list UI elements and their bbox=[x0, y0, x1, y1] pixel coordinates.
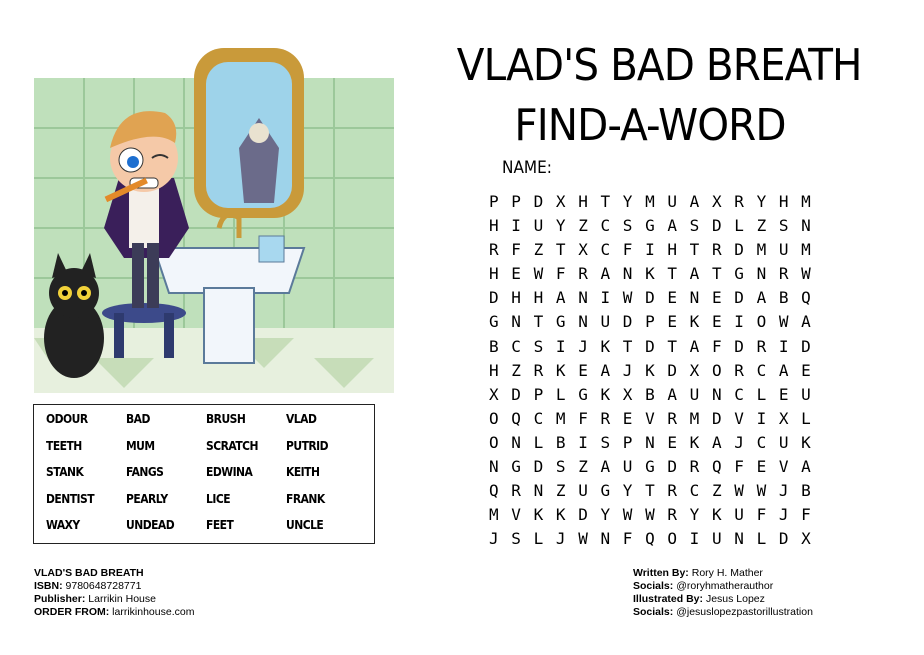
grid-letter[interactable]: O bbox=[489, 432, 499, 452]
grid-letter[interactable]: R bbox=[711, 240, 722, 260]
grid-letter[interactable]: Z bbox=[578, 457, 588, 477]
list-item: TEETH bbox=[46, 437, 82, 453]
grid-letter[interactable]: T bbox=[667, 336, 678, 356]
grid-letter[interactable]: M bbox=[801, 240, 811, 260]
grid-letter[interactable]: X bbox=[778, 408, 789, 428]
list-item: ODOUR bbox=[46, 411, 88, 426]
grid-letter[interactable]: B bbox=[645, 384, 655, 404]
author-name: Rory H. Mather bbox=[691, 567, 763, 579]
grid-letter[interactable]: R bbox=[511, 481, 521, 501]
grid-letter[interactable]: U bbox=[711, 529, 722, 549]
grid-letter[interactable]: T bbox=[711, 264, 722, 284]
grid-letter[interactable]: H bbox=[778, 192, 789, 211]
grid-letter[interactable]: Q bbox=[489, 481, 499, 501]
grid-letter[interactable]: D bbox=[778, 529, 789, 549]
grid-row bbox=[489, 238, 823, 262]
grid-letter[interactable]: S bbox=[778, 216, 789, 236]
grid-letter[interactable]: A bbox=[756, 288, 767, 308]
order-label: ORDER FROM: bbox=[34, 606, 110, 618]
grid-letter[interactable]: S bbox=[511, 529, 521, 549]
grid-letter[interactable]: U bbox=[778, 432, 789, 452]
grid-letter[interactable]: L bbox=[756, 384, 767, 404]
word-list-box bbox=[33, 404, 375, 544]
grid-letter[interactable]: E bbox=[778, 384, 789, 404]
grid-letter[interactable]: F bbox=[734, 457, 744, 477]
grid-letter[interactable]: A bbox=[667, 216, 678, 236]
credits bbox=[633, 567, 813, 619]
grid-letter[interactable]: J bbox=[622, 360, 633, 380]
grid-letter[interactable]: O bbox=[667, 529, 678, 549]
grid-letter[interactable]: B bbox=[778, 288, 789, 308]
grid-letter[interactable]: Q bbox=[645, 529, 655, 549]
grid-letter[interactable]: K bbox=[711, 505, 722, 525]
grid-letter[interactable]: K bbox=[555, 505, 566, 525]
grid-letter[interactable]: R bbox=[734, 360, 744, 380]
list-item: DENTIST bbox=[46, 490, 95, 506]
grid-letter[interactable]: F bbox=[711, 336, 722, 356]
grid-letter[interactable]: F bbox=[756, 505, 767, 525]
list-item: BRUSH bbox=[206, 411, 246, 426]
list-item: FEET bbox=[206, 517, 234, 532]
grid-letter[interactable]: R bbox=[756, 336, 767, 356]
grid-letter[interactable]: L bbox=[555, 384, 566, 404]
grid-letter[interactable]: D bbox=[667, 360, 678, 380]
grid-letter[interactable]: N bbox=[533, 481, 544, 501]
grid-letter[interactable]: R bbox=[667, 505, 678, 525]
grid-letter[interactable]: A bbox=[711, 432, 722, 452]
grid-letter[interactable]: E bbox=[756, 457, 767, 477]
grid-letter[interactable]: C bbox=[689, 481, 700, 501]
socials-label: Socials: bbox=[633, 580, 674, 592]
list-item: FANGS bbox=[126, 464, 164, 479]
socials-label: Socials: bbox=[633, 606, 674, 618]
grid-letter[interactable]: Y bbox=[622, 481, 633, 501]
grid-letter[interactable]: C bbox=[756, 432, 767, 452]
grid-letter[interactable]: E bbox=[801, 360, 811, 380]
grid-letter[interactable]: X bbox=[489, 384, 499, 404]
grid-letter[interactable]: F bbox=[622, 240, 633, 260]
grid-letter[interactable]: V bbox=[645, 408, 655, 428]
grid-letter[interactable]: Y bbox=[622, 192, 633, 211]
grid-letter[interactable]: Q bbox=[511, 408, 521, 428]
grid-row bbox=[489, 262, 823, 286]
grid-letter[interactable]: K bbox=[600, 336, 611, 356]
grid-letter[interactable]: M bbox=[801, 192, 811, 211]
grid-letter[interactable]: D bbox=[734, 240, 744, 260]
grid-row bbox=[489, 527, 823, 551]
grid-letter[interactable]: K bbox=[600, 384, 611, 404]
grid-letter[interactable]: A bbox=[778, 360, 789, 380]
illustrator-name: Jesus Lopez bbox=[705, 593, 765, 605]
grid-letter[interactable]: W bbox=[778, 312, 789, 332]
grid-letter[interactable]: H bbox=[578, 192, 588, 211]
grid-letter[interactable]: K bbox=[689, 432, 700, 452]
grid-letter[interactable]: G bbox=[511, 457, 521, 477]
list-item: STANK bbox=[46, 464, 84, 479]
grid-letter[interactable]: K bbox=[555, 360, 566, 380]
grid-letter[interactable]: N bbox=[489, 457, 499, 477]
grid-letter[interactable]: R bbox=[600, 408, 611, 428]
list-item: MUM bbox=[126, 437, 155, 453]
grid-letter[interactable]: W bbox=[734, 481, 744, 501]
grid-letter[interactable]: J bbox=[555, 529, 566, 549]
grid-letter[interactable]: N bbox=[645, 432, 655, 452]
grid-letter[interactable]: N bbox=[600, 529, 611, 549]
grid-letter[interactable]: F bbox=[578, 408, 588, 428]
grid-letter[interactable]: S bbox=[689, 216, 700, 236]
grid-letter[interactable]: C bbox=[734, 384, 744, 404]
grid-row bbox=[489, 214, 823, 238]
grid-letter[interactable]: A bbox=[689, 192, 700, 211]
isbn-label: ISBN: bbox=[34, 580, 63, 592]
grid-letter[interactable]: G bbox=[645, 457, 655, 477]
grid-letter[interactable]: W bbox=[622, 288, 633, 308]
grid-letter[interactable]: N bbox=[734, 529, 744, 549]
grid-letter[interactable]: L bbox=[533, 529, 544, 549]
list-item: BAD bbox=[126, 411, 150, 426]
grid-letter[interactable]: D bbox=[645, 336, 655, 356]
grid-row bbox=[489, 407, 823, 431]
grid-letter[interactable]: U bbox=[734, 505, 744, 525]
grid-letter[interactable]: H bbox=[489, 360, 499, 380]
grid-letter[interactable]: G bbox=[555, 312, 566, 332]
grid-letter[interactable]: X bbox=[622, 384, 633, 404]
grid-letter[interactable]: R bbox=[533, 360, 544, 380]
grid-letter[interactable]: Y bbox=[756, 192, 767, 211]
list-item: LICE bbox=[206, 490, 231, 506]
grid-letter[interactable]: G bbox=[600, 481, 611, 501]
grid-letter[interactable]: T bbox=[555, 240, 566, 260]
grid-letter[interactable]: J bbox=[778, 481, 789, 501]
grid-row bbox=[489, 431, 823, 455]
grid-letter[interactable]: G bbox=[734, 264, 744, 284]
grid-letter[interactable]: V bbox=[778, 457, 789, 477]
grid-letter[interactable]: L bbox=[734, 216, 744, 236]
grid-letter[interactable]: N bbox=[511, 312, 521, 332]
grid-letter[interactable]: K bbox=[689, 312, 700, 332]
grid-letter[interactable]: D bbox=[734, 288, 744, 308]
grid-letter[interactable]: P bbox=[533, 384, 544, 404]
grid-letter[interactable]: M bbox=[689, 408, 700, 428]
grid-letter[interactable]: U bbox=[578, 481, 588, 501]
grid-letter[interactable]: H bbox=[533, 288, 544, 308]
grid-letter[interactable]: D bbox=[734, 336, 744, 356]
grid-letter[interactable]: G bbox=[645, 216, 655, 236]
grid-letter[interactable]: X bbox=[555, 192, 566, 211]
grid-letter[interactable]: D bbox=[578, 505, 588, 525]
grid-letter[interactable]: M bbox=[555, 408, 566, 428]
grid-letter[interactable]: T bbox=[645, 481, 655, 501]
grid-letter[interactable]: D bbox=[533, 457, 544, 477]
grid-letter[interactable]: R bbox=[667, 408, 678, 428]
grid-letter[interactable]: J bbox=[489, 529, 499, 549]
grid-letter[interactable]: I bbox=[511, 216, 521, 236]
grid-letter[interactable]: Z bbox=[578, 216, 588, 236]
grid-letter[interactable]: O bbox=[756, 312, 767, 332]
grid-letter[interactable]: X bbox=[578, 240, 588, 260]
grid-letter[interactable]: R bbox=[734, 192, 744, 211]
grid-letter[interactable]: S bbox=[622, 216, 633, 236]
grid-letter[interactable]: C bbox=[600, 216, 611, 236]
grid-letter[interactable]: N bbox=[801, 216, 811, 236]
grid-letter[interactable]: J bbox=[578, 336, 588, 356]
grid-letter[interactable]: I bbox=[555, 336, 566, 356]
grid-letter[interactable]: L bbox=[801, 408, 811, 428]
grid-letter[interactable]: Z bbox=[711, 481, 722, 501]
grid-letter[interactable]: D bbox=[622, 312, 633, 332]
grid-letter[interactable]: D bbox=[489, 288, 499, 308]
grid-letter[interactable]: D bbox=[711, 216, 722, 236]
grid-row bbox=[489, 359, 823, 383]
grid-row bbox=[489, 286, 823, 310]
grid-letter[interactable]: A bbox=[600, 264, 611, 284]
page-title: VLAD'S BAD BREATH bbox=[456, 40, 862, 91]
grid-letter[interactable]: A bbox=[689, 336, 700, 356]
list-item: SCRATCH bbox=[206, 437, 259, 453]
list-item: VLAD bbox=[286, 411, 317, 426]
vlad-bathroom-illustration bbox=[34, 38, 394, 393]
grid-letter[interactable]: U bbox=[778, 240, 789, 260]
grid-letter[interactable]: C bbox=[533, 408, 544, 428]
grid-letter[interactable]: C bbox=[756, 360, 767, 380]
grid-letter[interactable]: V bbox=[734, 408, 744, 428]
grid-letter[interactable]: A bbox=[555, 288, 566, 308]
grid-letter[interactable]: K bbox=[533, 505, 544, 525]
grid-letter[interactable]: W bbox=[533, 264, 544, 284]
grid-letter[interactable]: M bbox=[756, 240, 767, 260]
grid-letter[interactable]: O bbox=[489, 408, 499, 428]
grid-letter[interactable]: I bbox=[578, 432, 588, 452]
grid-letter[interactable]: D bbox=[645, 288, 655, 308]
grid-letter[interactable]: I bbox=[600, 288, 611, 308]
grid-letter[interactable]: C bbox=[511, 336, 521, 356]
isbn-value: 9780648728771 bbox=[65, 580, 142, 592]
grid-letter[interactable]: L bbox=[533, 432, 544, 452]
publisher-label: Publisher: bbox=[34, 593, 86, 605]
grid-letter[interactable]: I bbox=[734, 312, 744, 332]
grid-letter[interactable]: D bbox=[667, 457, 678, 477]
grid-letter[interactable]: W bbox=[645, 505, 655, 525]
name-label: NAME: bbox=[502, 158, 552, 178]
grid-letter[interactable]: E bbox=[667, 312, 678, 332]
grid-letter[interactable]: P bbox=[622, 432, 633, 452]
publisher-value: Larrikin House bbox=[88, 593, 156, 605]
grid-row bbox=[489, 503, 823, 527]
grid-letter[interactable]: B bbox=[555, 432, 566, 452]
grid-letter[interactable]: X bbox=[801, 529, 811, 549]
word-list bbox=[34, 405, 374, 544]
grid-letter[interactable]: T bbox=[667, 264, 678, 284]
grid-letter[interactable]: H bbox=[511, 288, 521, 308]
list-item: UNDEAD bbox=[126, 517, 175, 532]
grid-letter[interactable]: K bbox=[801, 432, 811, 452]
grid-row bbox=[489, 190, 823, 214]
grid-letter[interactable]: X bbox=[689, 360, 700, 380]
order-link[interactable]: larrikinhouse.com bbox=[112, 606, 195, 618]
grid-letter[interactable]: Y bbox=[555, 216, 566, 236]
grid-letter[interactable]: L bbox=[756, 529, 767, 549]
grid-row bbox=[489, 383, 823, 407]
list-item: KEITH bbox=[286, 464, 320, 479]
grid-letter[interactable]: D bbox=[711, 408, 722, 428]
grid-letter[interactable]: M bbox=[489, 505, 499, 525]
grid-letter[interactable]: H bbox=[489, 264, 499, 284]
mirror bbox=[194, 48, 304, 218]
grid-letter[interactable]: R bbox=[667, 481, 678, 501]
grid-letter[interactable]: G bbox=[489, 312, 499, 332]
grid-letter[interactable]: W bbox=[578, 529, 588, 549]
grid-letter[interactable]: G bbox=[578, 384, 588, 404]
grid-letter[interactable]: R bbox=[778, 264, 789, 284]
grid-letter[interactable]: D bbox=[533, 192, 544, 211]
grid-letter[interactable]: E bbox=[622, 408, 633, 428]
grid-letter[interactable]: E bbox=[711, 312, 722, 332]
grid-letter[interactable]: U bbox=[801, 384, 811, 404]
grid-letter[interactable]: J bbox=[734, 432, 744, 452]
grid-letter[interactable]: N bbox=[511, 432, 521, 452]
grid-letter[interactable]: W bbox=[801, 264, 811, 284]
grid-row bbox=[489, 479, 823, 503]
grid-letter[interactable]: R bbox=[578, 264, 588, 284]
grid-letter[interactable]: W bbox=[622, 505, 633, 525]
grid-letter[interactable]: C bbox=[600, 240, 611, 260]
grid-letter[interactable]: N bbox=[711, 384, 722, 404]
grid-letter[interactable]: K bbox=[645, 264, 655, 284]
grid-letter[interactable]: U bbox=[667, 192, 678, 211]
grid-letter[interactable]: E bbox=[667, 288, 678, 308]
grid-letter[interactable]: E bbox=[667, 432, 678, 452]
grid-letter[interactable]: I bbox=[756, 408, 767, 428]
list-item: EDWINA bbox=[206, 464, 253, 479]
grid-letter[interactable]: I bbox=[778, 336, 789, 356]
list-item: UNCLE bbox=[286, 517, 324, 532]
grid-letter[interactable]: S bbox=[533, 336, 544, 356]
grid-letter[interactable]: S bbox=[555, 457, 566, 477]
author-socials: @roryhmatherauthor bbox=[676, 580, 774, 592]
grid-letter[interactable]: Q bbox=[801, 288, 811, 308]
grid-letter[interactable]: E bbox=[711, 288, 722, 308]
grid-letter[interactable]: X bbox=[711, 192, 722, 211]
list-item: FRANK bbox=[286, 490, 325, 506]
grid-letter[interactable]: N bbox=[578, 288, 588, 308]
grid-letter[interactable]: T bbox=[533, 312, 544, 332]
grid-letter[interactable]: S bbox=[600, 432, 611, 452]
grid-letter[interactable]: T bbox=[600, 192, 611, 211]
book-title: VLAD'S BAD BREATH bbox=[34, 567, 144, 579]
grid-letter[interactable]: P bbox=[489, 192, 499, 211]
grid-letter[interactable]: N bbox=[689, 288, 700, 308]
written-label: Written By: bbox=[633, 567, 689, 579]
grid-letter[interactable]: D bbox=[511, 384, 521, 404]
grid-letter[interactable]: A bbox=[801, 312, 811, 332]
grid-letter[interactable]: F bbox=[801, 505, 811, 525]
grid-letter[interactable]: F bbox=[511, 240, 521, 260]
grid-letter[interactable]: U bbox=[533, 216, 544, 236]
grid-letter[interactable]: E bbox=[511, 264, 521, 284]
list-item: PEARLY bbox=[126, 490, 168, 506]
grid-row bbox=[489, 455, 823, 479]
grid-letter[interactable]: I bbox=[645, 240, 655, 260]
grid-letter[interactable]: N bbox=[756, 264, 767, 284]
grid-letter[interactable]: R bbox=[489, 240, 499, 260]
grid-row bbox=[489, 335, 823, 359]
grid-letter[interactable]: U bbox=[622, 457, 633, 477]
grid-letter[interactable]: H bbox=[667, 240, 678, 260]
grid-letter[interactable]: Q bbox=[711, 457, 722, 477]
grid-letter[interactable]: W bbox=[756, 481, 767, 501]
grid-letter[interactable]: A bbox=[801, 457, 811, 477]
grid-letter[interactable]: O bbox=[711, 360, 722, 380]
grid-letter[interactable]: Z bbox=[756, 216, 767, 236]
grid-letter[interactable]: A bbox=[667, 384, 678, 404]
grid-letter[interactable]: R bbox=[689, 457, 700, 477]
grid-letter[interactable]: U bbox=[689, 384, 700, 404]
grid-letter[interactable]: I bbox=[689, 529, 700, 549]
grid-letter[interactable]: Z bbox=[511, 360, 521, 380]
grid-letter[interactable]: U bbox=[600, 312, 611, 332]
grid-letter[interactable]: A bbox=[600, 360, 611, 380]
list-item: PUTRID bbox=[286, 437, 329, 453]
grid-letter[interactable]: Y bbox=[689, 505, 700, 525]
grid-letter[interactable]: T bbox=[689, 240, 700, 260]
grid-letter[interactable]: D bbox=[801, 336, 811, 356]
letter-grid bbox=[489, 190, 823, 551]
page-subtitle: FIND-A-WORD bbox=[514, 100, 786, 151]
grid-row bbox=[489, 310, 823, 334]
illustrated-label: Illustrated By: bbox=[633, 593, 704, 605]
grid-letter[interactable]: A bbox=[689, 264, 700, 284]
grid-letter[interactable]: T bbox=[622, 336, 633, 356]
grid-letter[interactable]: Z bbox=[533, 240, 544, 260]
grid-letter[interactable]: H bbox=[489, 216, 499, 236]
book-info bbox=[34, 567, 194, 619]
grid-letter[interactable]: A bbox=[600, 457, 611, 477]
list-item: WAXY bbox=[46, 517, 80, 532]
grid-letter[interactable]: E bbox=[578, 360, 588, 380]
grid-letter[interactable]: B bbox=[489, 336, 499, 356]
grid-letter[interactable]: N bbox=[622, 264, 633, 284]
illustrator-socials: @jesuslopezpastorillustration bbox=[676, 606, 813, 618]
grid-letter[interactable]: Z bbox=[555, 481, 566, 501]
grid-letter[interactable]: F bbox=[622, 529, 633, 549]
grid-letter[interactable]: P bbox=[511, 192, 521, 211]
grid-letter[interactable]: B bbox=[801, 481, 811, 501]
grid-letter[interactable]: V bbox=[511, 505, 521, 525]
grid-letter[interactable]: N bbox=[578, 312, 588, 332]
grid-letter[interactable]: P bbox=[645, 312, 655, 332]
grid-letter[interactable]: K bbox=[645, 360, 655, 380]
grid-letter[interactable]: F bbox=[555, 264, 566, 284]
grid-letter[interactable]: M bbox=[645, 192, 655, 211]
grid-letter[interactable]: J bbox=[778, 505, 789, 525]
grid-letter[interactable]: Y bbox=[600, 505, 611, 525]
